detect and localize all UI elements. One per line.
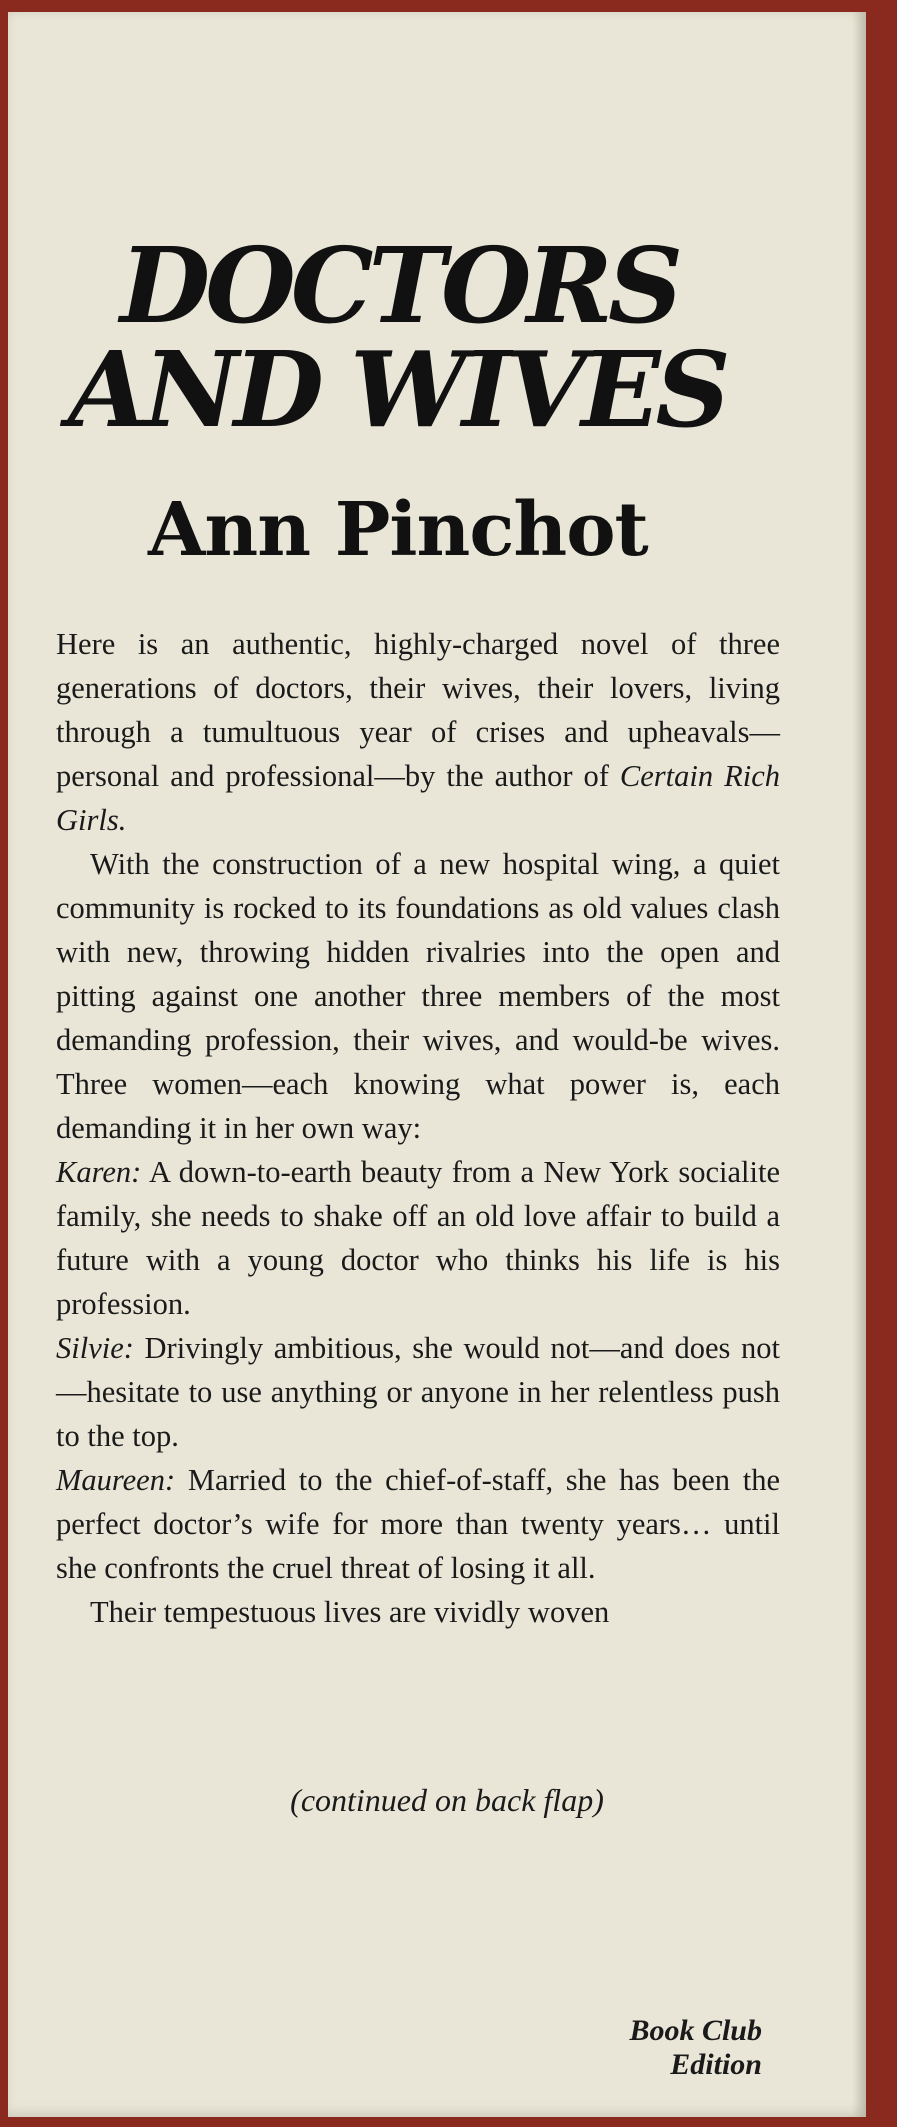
character-silvie: Silvie: Drivingly ambitious, she would not—and does not—hesitate to use anything or anyone in her relentless push to the top.	[56, 1331, 780, 1453]
book-title-line-1: DOCTORS	[120, 224, 679, 347]
character-name: Maureen:	[56, 1463, 176, 1497]
character-name: Karen:	[56, 1155, 142, 1189]
blurb-paragraph-closing: Their tempestuous lives are vividly woven	[90, 1595, 610, 1629]
book-title-line-2: AND WIVES	[68, 328, 726, 451]
book-jacket-flap	[8, 12, 866, 2117]
blurb-text	[56, 622, 780, 1634]
book-title	[68, 224, 808, 451]
book-club-edition-label: Book Club Edition	[629, 2014, 762, 2081]
book-reference: Certain Rich Girls.	[56, 759, 780, 837]
author-name: Ann Pinchot	[148, 487, 648, 573]
character-name: Silvie:	[56, 1331, 134, 1365]
blurb-paragraph-intro: Here is an authentic, highly-charged novel of three generations of doctors, their wives, their lovers, living through a tumultuous year of crises and upheavals—personal and professional—by the author of Certain Rich Girls.	[56, 627, 780, 837]
continued-note: (continued on back flap)	[290, 1782, 604, 1818]
character-karen: Karen: A down-to-earth beauty from a New York socialite family, she needs to shake off an old love affair to build a future with a young doctor who thinks his life is his profession.	[56, 1155, 780, 1321]
character-maureen: Maureen: Married to the chief-of-staff, she has been the perfect doctor’s wife for more than twenty years… until she confronts the cruel threat of losing it all.	[56, 1463, 780, 1585]
blurb-paragraph-plot: With the construction of a new hospital wing, a quiet community is rocked to its foundations as old values clash with new, throwing hidden rivalries into the open and pitting against one another three members of the most demanding profession, their wives, and would-be wives. Three women—each knowing what power is, each demanding it in her own way:	[56, 847, 780, 1145]
